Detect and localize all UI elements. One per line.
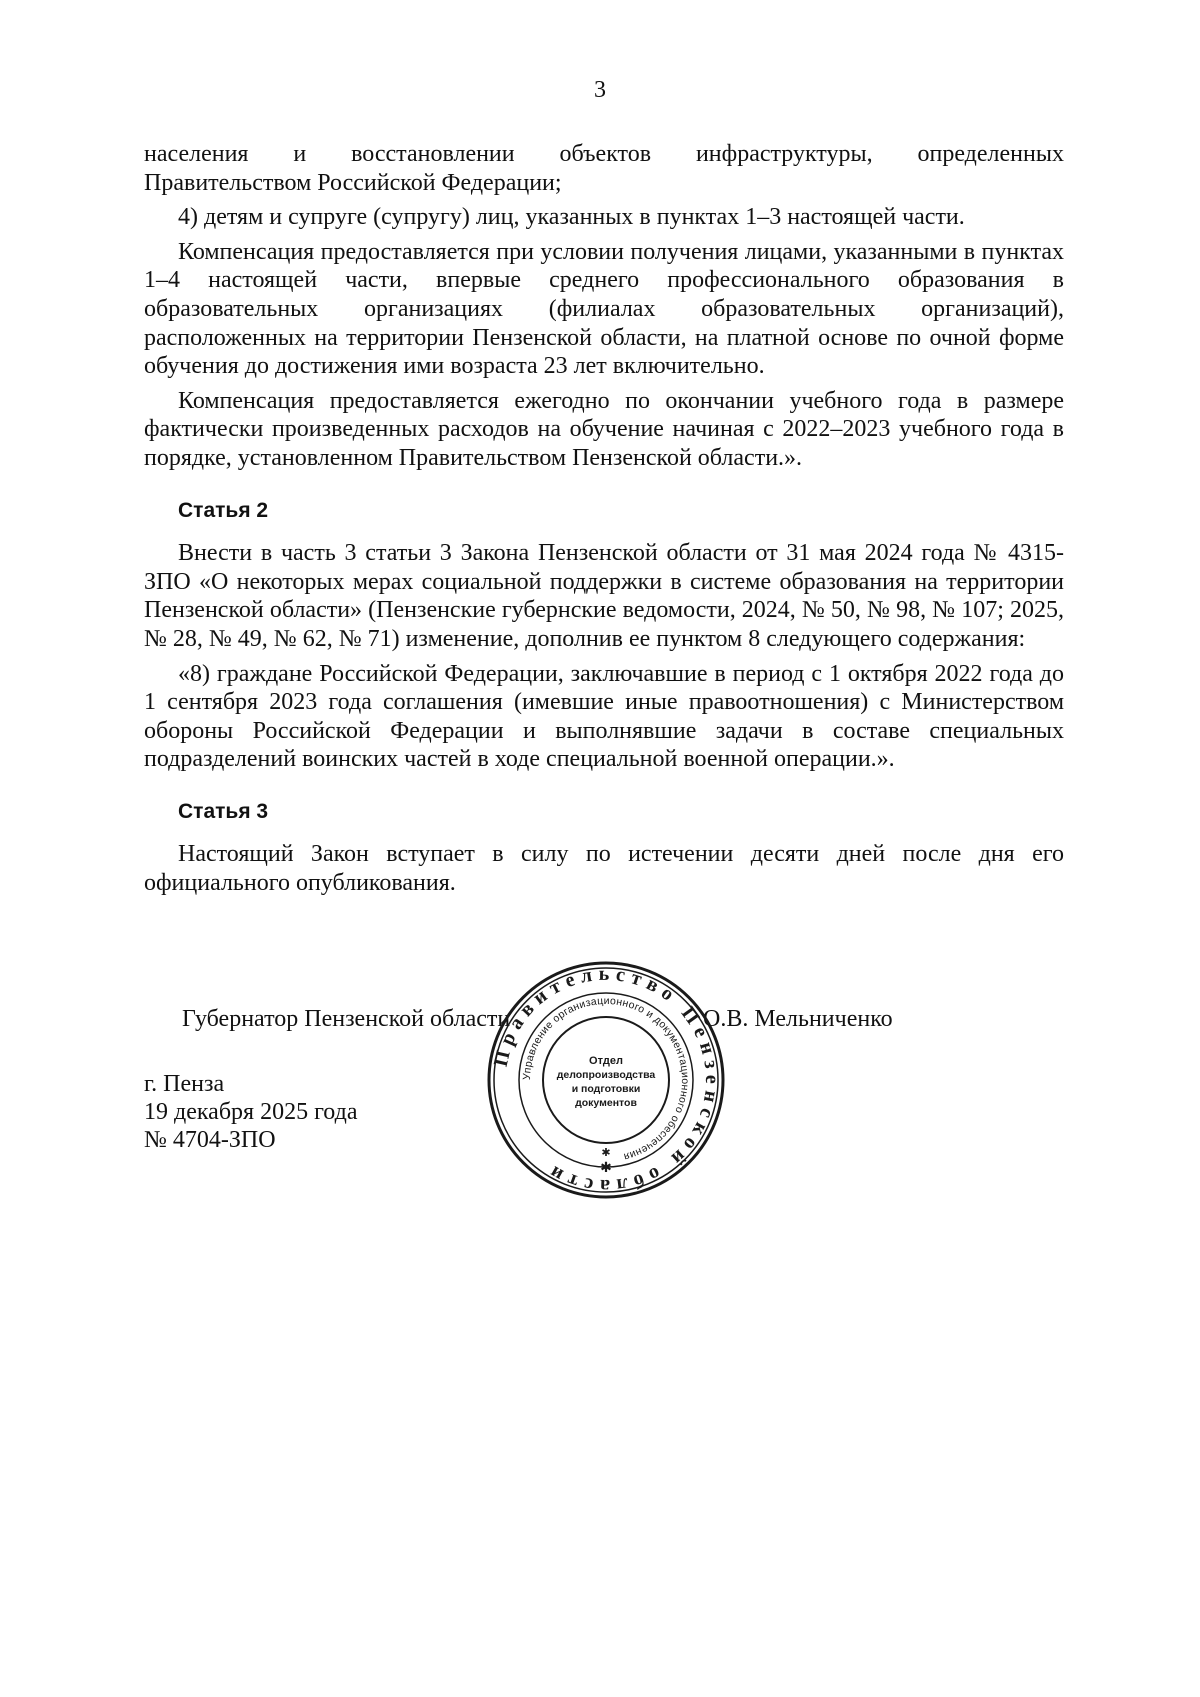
seal-star-small-icon: ✱ [601,1146,611,1159]
document-body [144,140,1064,904]
article-3-heading: Статья 3 [178,799,269,823]
seal-star-icon: ✱ [600,1160,612,1176]
signature-name: О.В. Мельниченко [703,1006,893,1032]
paragraph-item-4: 4) детям и супруге (супругу) лиц, указанных в пунктах 1–3 настоящей части. [178,204,965,231]
seal-center-line-4: документов [575,1097,637,1109]
article-2-paragraph-2: «8) граждане Российской Федерации, заключавшие в период с 1 октября 2022 года до 1 сентября 2023 года соглашения (имевшие иные правоотношения) с Министерством обороны Российской Федерации и выполнявшие задачи в составе специальных подразделений воинских частей в ходе специальной военной операции.». [144,660,1064,773]
paragraph-compensation-annual: Компенсация предоставляется ежегодно по окончании учебного года в размере фактически произведенных расходов на обучение начиная с 2022–2023 учебного года в порядке, установленном Правительством Пензенской области.». [144,387,1064,471]
place-and-date [144,1070,357,1154]
paragraph-continuation-line2: Правительством Российской Федерации; [144,169,562,196]
date: 19 декабря 2025 года [144,1099,358,1125]
page-number: 3 [594,77,606,103]
city: г. Пенза [144,1071,225,1097]
law-number: № 4704-ЗПО [144,1127,276,1153]
paragraph-compensation-conditions: Компенсация предоставляется при условии получения лицами, указанными в пунктах 1–4 настоящей части, впервые среднего профессионального образования в образовательных организациях (филиалах образовательных организаций), расположенных на территории Пензенской области, на платной основе по очной форме обучения до достижения ими возраста 23 лет включительно. [144,238,1064,380]
article-2-heading: Статья 2 [178,498,269,522]
seal-center-line-1: Отдел [589,1055,623,1067]
seal-center-line-3: и подготовки [571,1083,641,1095]
seal-middle-text: Управление организационного и документационного обеспечения [520,994,692,1163]
seal-center-line-2: делопроизводства [556,1069,656,1081]
article-2-paragraph-1: Внести в часть 3 статьи 3 Закона Пензенской области от 31 мая 2024 года № 4315-ЗПО «О некоторых мерах социальной поддержки в системе образования на территории Пензенской области» (Пензенские губернские ведомости, 2024, № 50, № 98, № 107; 2025, № 28, № 49, № 62, № 71) изменение, дополнив ее пунктом 8 следующего содержания: [144,540,1064,652]
paragraph-continuation-line1: населения и восстановлении объектов инфраструктуры, определенных [144,141,1064,167]
seal-outer-text: Правительство Пензенской области [489,962,724,1198]
official-seal [486,960,726,1200]
article-3-paragraph-1: Настоящий Закон вступает в силу по истечении десяти дней после дня его официального опубликования. [144,841,1064,897]
signature-title: Губернатор Пензенской области [182,1006,511,1032]
